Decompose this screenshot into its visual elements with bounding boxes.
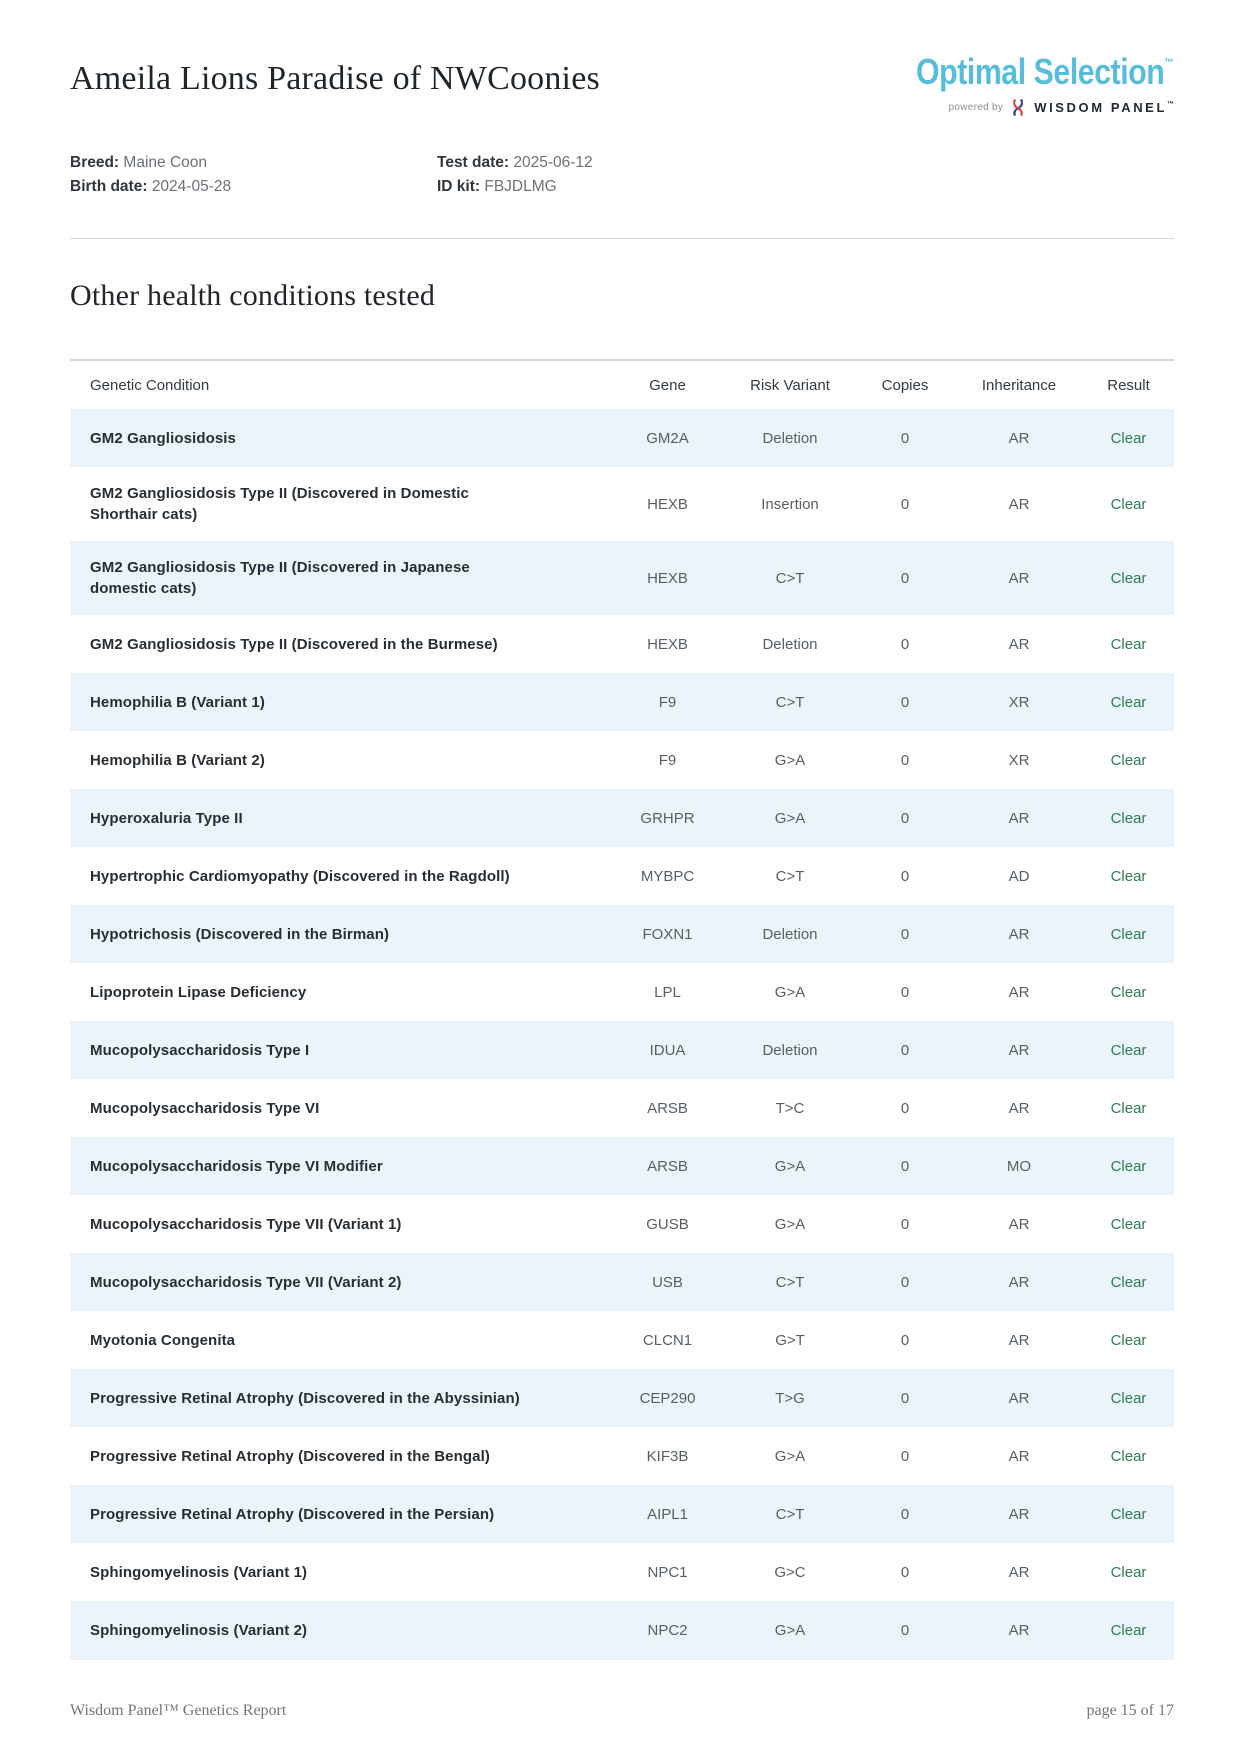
risk-variant-cell: T>G: [775, 1389, 805, 1407]
condition-cell: Myotonia Congenita: [90, 1331, 236, 1349]
copies-cell: 0: [900, 751, 910, 769]
gene-cell: MYBPC: [640, 867, 695, 885]
gene-cell: HEXB: [647, 635, 688, 653]
condition-cell: Mucopolysaccharidosis Type VII (Variant 2): [90, 1273, 402, 1291]
copies-cell: 0: [900, 1157, 910, 1175]
table-row: [70, 789, 1174, 847]
table-body: [70, 409, 1174, 1659]
inheritance-column-header: Inheritance: [981, 376, 1057, 394]
condition-cell: Hyperoxaluria Type II: [90, 809, 243, 827]
optimal-selection-logo-text: Optimal Selection: [916, 51, 1165, 92]
copies-cell: 0: [900, 429, 910, 447]
table-row: [70, 673, 1174, 731]
result-cell: Clear: [1110, 1621, 1147, 1639]
wisdom-trademark-symbol: ™: [1167, 101, 1174, 108]
table-row: [70, 409, 1174, 467]
risk-variant-cell: Insertion: [761, 495, 819, 513]
risk-variant-cell: G>A: [774, 1157, 806, 1175]
risk-variant-cell: G>A: [774, 751, 806, 769]
condition-cell: Progressive Retinal Atrophy (Discovered in the Bengal): [90, 1447, 490, 1465]
condition-cell: Mucopolysaccharidosis Type VII (Variant 1): [90, 1215, 402, 1233]
inheritance-cell: AR: [1008, 1273, 1030, 1291]
table-row: [70, 1543, 1174, 1601]
copies-cell: 0: [900, 1447, 910, 1465]
risk-variant-cell: G>T: [775, 1331, 805, 1349]
result-cell: Clear: [1110, 1157, 1147, 1175]
result-cell: Clear: [1110, 1331, 1147, 1349]
result-cell: Clear: [1110, 1563, 1147, 1581]
result-cell: Clear: [1110, 1447, 1147, 1465]
copies-column-header: Copies: [881, 376, 929, 394]
risk-variant-cell: C>T: [775, 693, 805, 711]
inheritance-cell: MO: [1006, 1157, 1032, 1175]
copies-cell: 0: [900, 1273, 910, 1291]
copies-cell: 0: [900, 1389, 910, 1407]
gene-cell: HEXB: [647, 569, 688, 587]
wisdom-panel-wordmark: [1034, 100, 1174, 115]
table-row: [70, 1021, 1174, 1079]
copies-cell: 0: [900, 495, 910, 513]
table-row: [70, 1311, 1174, 1369]
breed-value: Maine Coon: [123, 154, 207, 171]
test-date-field: [437, 154, 1174, 178]
condition-cell: Hypotrichosis (Discovered in the Birman): [90, 925, 390, 943]
gene-cell: FOXN1: [642, 925, 693, 943]
gene-cell: AIPL1: [647, 1505, 688, 1523]
inheritance-cell: AR: [1008, 1215, 1030, 1233]
risk-variant-cell: G>A: [774, 1447, 806, 1465]
result-cell: Clear: [1110, 429, 1147, 447]
gene-cell: F9: [658, 751, 677, 769]
gene-cell: IDUA: [649, 1041, 686, 1059]
id-kit-value: FBJDLMG: [484, 178, 557, 195]
risk-variant-column-header: Risk Variant: [750, 376, 830, 394]
copies-cell: 0: [900, 1563, 910, 1581]
powered-by-label: powered by: [948, 102, 1004, 113]
section-title: Other health conditions tested: [70, 279, 436, 312]
risk-variant-cell: G>C: [774, 1563, 806, 1581]
table-row: [70, 963, 1174, 1021]
risk-variant-cell: Deletion: [762, 635, 818, 653]
inheritance-cell: AR: [1008, 635, 1030, 653]
gene-column-header: Gene: [649, 376, 686, 394]
inheritance-cell: XR: [1008, 693, 1030, 711]
result-cell: Clear: [1110, 809, 1147, 827]
health-conditions-table: [70, 359, 1174, 1660]
result-cell: Clear: [1110, 1505, 1147, 1523]
gene-cell: GUSB: [646, 1215, 689, 1233]
copies-cell: 0: [900, 1505, 910, 1523]
condition-cell: Lipoprotein Lipase Deficiency: [90, 983, 307, 1001]
gene-cell: USB: [652, 1273, 683, 1291]
footer-page-number: page 15 of 17: [1086, 1702, 1174, 1719]
risk-variant-cell: C>T: [775, 867, 805, 885]
trademark-symbol: ™: [1164, 57, 1174, 69]
result-column-header: Result: [1107, 376, 1150, 394]
risk-variant-cell: G>A: [774, 1215, 806, 1233]
result-cell: Clear: [1110, 1041, 1147, 1059]
risk-variant-cell: Deletion: [762, 1041, 818, 1059]
table-row: [70, 905, 1174, 963]
risk-variant-cell: G>A: [774, 1621, 806, 1639]
inheritance-cell: XR: [1008, 751, 1030, 769]
gene-cell: F9: [658, 693, 677, 711]
condition-cell: Mucopolysaccharidosis Type I: [90, 1041, 310, 1059]
pet-info-block: [70, 154, 1174, 202]
copies-cell: 0: [900, 635, 910, 653]
table-row: [70, 1485, 1174, 1543]
condition-cell: GM2 Gangliosidosis Type II (Discovered in the Burmese): [90, 635, 498, 653]
inheritance-cell: AR: [1008, 809, 1030, 827]
table-row: [70, 1195, 1174, 1253]
gene-cell: GM2A: [646, 429, 689, 447]
result-cell: Clear: [1110, 569, 1147, 587]
table-row: [70, 1601, 1174, 1659]
inheritance-cell: AR: [1008, 1099, 1030, 1117]
risk-variant-cell: C>T: [775, 1505, 805, 1523]
brand-block: [867, 52, 1174, 116]
table-row: [70, 1137, 1174, 1195]
result-cell: Clear: [1110, 983, 1147, 1001]
birth-date-label: Birth date:: [70, 178, 148, 195]
id-kit-label: ID kit:: [437, 178, 481, 195]
table-row: [70, 1079, 1174, 1137]
risk-variant-cell: T>C: [775, 1099, 805, 1117]
result-cell: Clear: [1110, 751, 1147, 769]
risk-variant-cell: Deletion: [762, 925, 818, 943]
result-cell: Clear: [1110, 495, 1147, 513]
gene-cell: GRHPR: [640, 809, 695, 827]
table-row: [70, 467, 1174, 541]
condition-cell: GM2 Gangliosidosis Type II (Discovered in Japanese domestic cats): [90, 559, 470, 597]
gene-cell: CLCN1: [642, 1331, 693, 1349]
table-row: [70, 1369, 1174, 1427]
gene-cell: LPL: [654, 983, 681, 1001]
risk-variant-cell: G>A: [774, 809, 806, 827]
copies-cell: 0: [900, 693, 910, 711]
table-row: [70, 1253, 1174, 1311]
gene-cell: ARSB: [647, 1157, 688, 1175]
risk-variant-cell: Deletion: [762, 429, 818, 447]
pet-name-title: Ameila Lions Paradise of NWCoonies: [70, 60, 600, 97]
page-footer: [70, 1702, 1174, 1720]
inheritance-cell: AR: [1008, 429, 1030, 447]
breed-field: [70, 154, 437, 178]
table-row: [70, 541, 1174, 615]
report-page: [70, 0, 1174, 1660]
risk-variant-cell: C>T: [775, 569, 805, 587]
copies-cell: 0: [900, 569, 910, 587]
result-cell: Clear: [1110, 635, 1147, 653]
id-kit-field: [437, 178, 1174, 202]
result-cell: Clear: [1110, 867, 1147, 885]
risk-variant-cell: G>A: [774, 983, 806, 1001]
inheritance-cell: AR: [1008, 1447, 1030, 1465]
optimal-selection-logo: [916, 51, 1174, 92]
condition-cell: Hemophilia B (Variant 1): [90, 693, 265, 711]
copies-cell: 0: [900, 809, 910, 827]
copies-cell: 0: [900, 1041, 910, 1059]
copies-cell: 0: [900, 1621, 910, 1639]
condition-cell: Mucopolysaccharidosis Type VI Modifier: [90, 1157, 383, 1175]
table-row: [70, 847, 1174, 905]
condition-cell: Sphingomyelinosis (Variant 2): [90, 1621, 308, 1639]
condition-cell: GM2 Gangliosidosis: [90, 429, 236, 447]
result-cell: Clear: [1110, 693, 1147, 711]
inheritance-cell: AD: [1008, 867, 1030, 885]
table-header-row: [70, 361, 1174, 409]
table-row: [70, 615, 1174, 673]
birth-date-field: [70, 178, 437, 202]
condition-column-header: Genetic Condition: [90, 376, 210, 394]
wisdom-panel-label: WISDOM PANEL: [1034, 100, 1167, 115]
inheritance-cell: AR: [1008, 1505, 1030, 1523]
gene-cell: HEXB: [647, 495, 688, 513]
gene-cell: NPC1: [647, 1563, 688, 1581]
test-date-label: Test date:: [437, 154, 510, 171]
inheritance-cell: AR: [1008, 1041, 1030, 1059]
inheritance-cell: AR: [1008, 983, 1030, 1001]
condition-cell: Sphingomyelinosis (Variant 1): [90, 1563, 308, 1581]
test-date-value: 2025-06-12: [513, 154, 593, 171]
gene-cell: ARSB: [647, 1099, 688, 1117]
table-row: [70, 1427, 1174, 1485]
dna-helix-icon: [1011, 99, 1026, 116]
inheritance-cell: AR: [1008, 1621, 1030, 1639]
powered-by-row: [867, 99, 1174, 116]
condition-cell: Progressive Retinal Atrophy (Discovered in the Abyssinian): [90, 1389, 520, 1407]
inheritance-cell: AR: [1008, 495, 1030, 513]
copies-cell: 0: [900, 983, 910, 1001]
gene-cell: KIF3B: [646, 1447, 689, 1465]
condition-cell: GM2 Gangliosidosis Type II (Discovered in Domestic Shorthair cats): [90, 485, 469, 523]
copies-cell: 0: [900, 867, 910, 885]
condition-cell: Hypertrophic Cardiomyopathy (Discovered in the Ragdoll): [90, 867, 510, 885]
gene-cell: NPC2: [647, 1621, 688, 1639]
inheritance-cell: AR: [1008, 925, 1030, 943]
footer-report-name: Wisdom Panel™ Genetics Report: [70, 1702, 287, 1719]
header-divider: [70, 238, 1174, 239]
page-header: [70, 52, 1174, 116]
inheritance-cell: AR: [1008, 1331, 1030, 1349]
result-cell: Clear: [1110, 1273, 1147, 1291]
risk-variant-cell: C>T: [775, 1273, 805, 1291]
condition-cell: Mucopolysaccharidosis Type VI: [90, 1099, 320, 1117]
inheritance-cell: AR: [1008, 569, 1030, 587]
copies-cell: 0: [900, 925, 910, 943]
copies-cell: 0: [900, 1331, 910, 1349]
result-cell: Clear: [1110, 1389, 1147, 1407]
result-cell: Clear: [1110, 925, 1147, 943]
result-cell: Clear: [1110, 1215, 1147, 1233]
gene-cell: CEP290: [639, 1389, 696, 1407]
copies-cell: 0: [900, 1215, 910, 1233]
inheritance-cell: AR: [1008, 1563, 1030, 1581]
inheritance-cell: AR: [1008, 1389, 1030, 1407]
condition-cell: Progressive Retinal Atrophy (Discovered in the Persian): [90, 1505, 495, 1523]
breed-label: Breed:: [70, 154, 120, 171]
condition-cell: Hemophilia B (Variant 2): [90, 751, 265, 769]
result-cell: Clear: [1110, 1099, 1147, 1117]
birth-date-value: 2024-05-28: [151, 178, 232, 195]
table-row: [70, 731, 1174, 789]
copies-cell: 0: [900, 1099, 910, 1117]
